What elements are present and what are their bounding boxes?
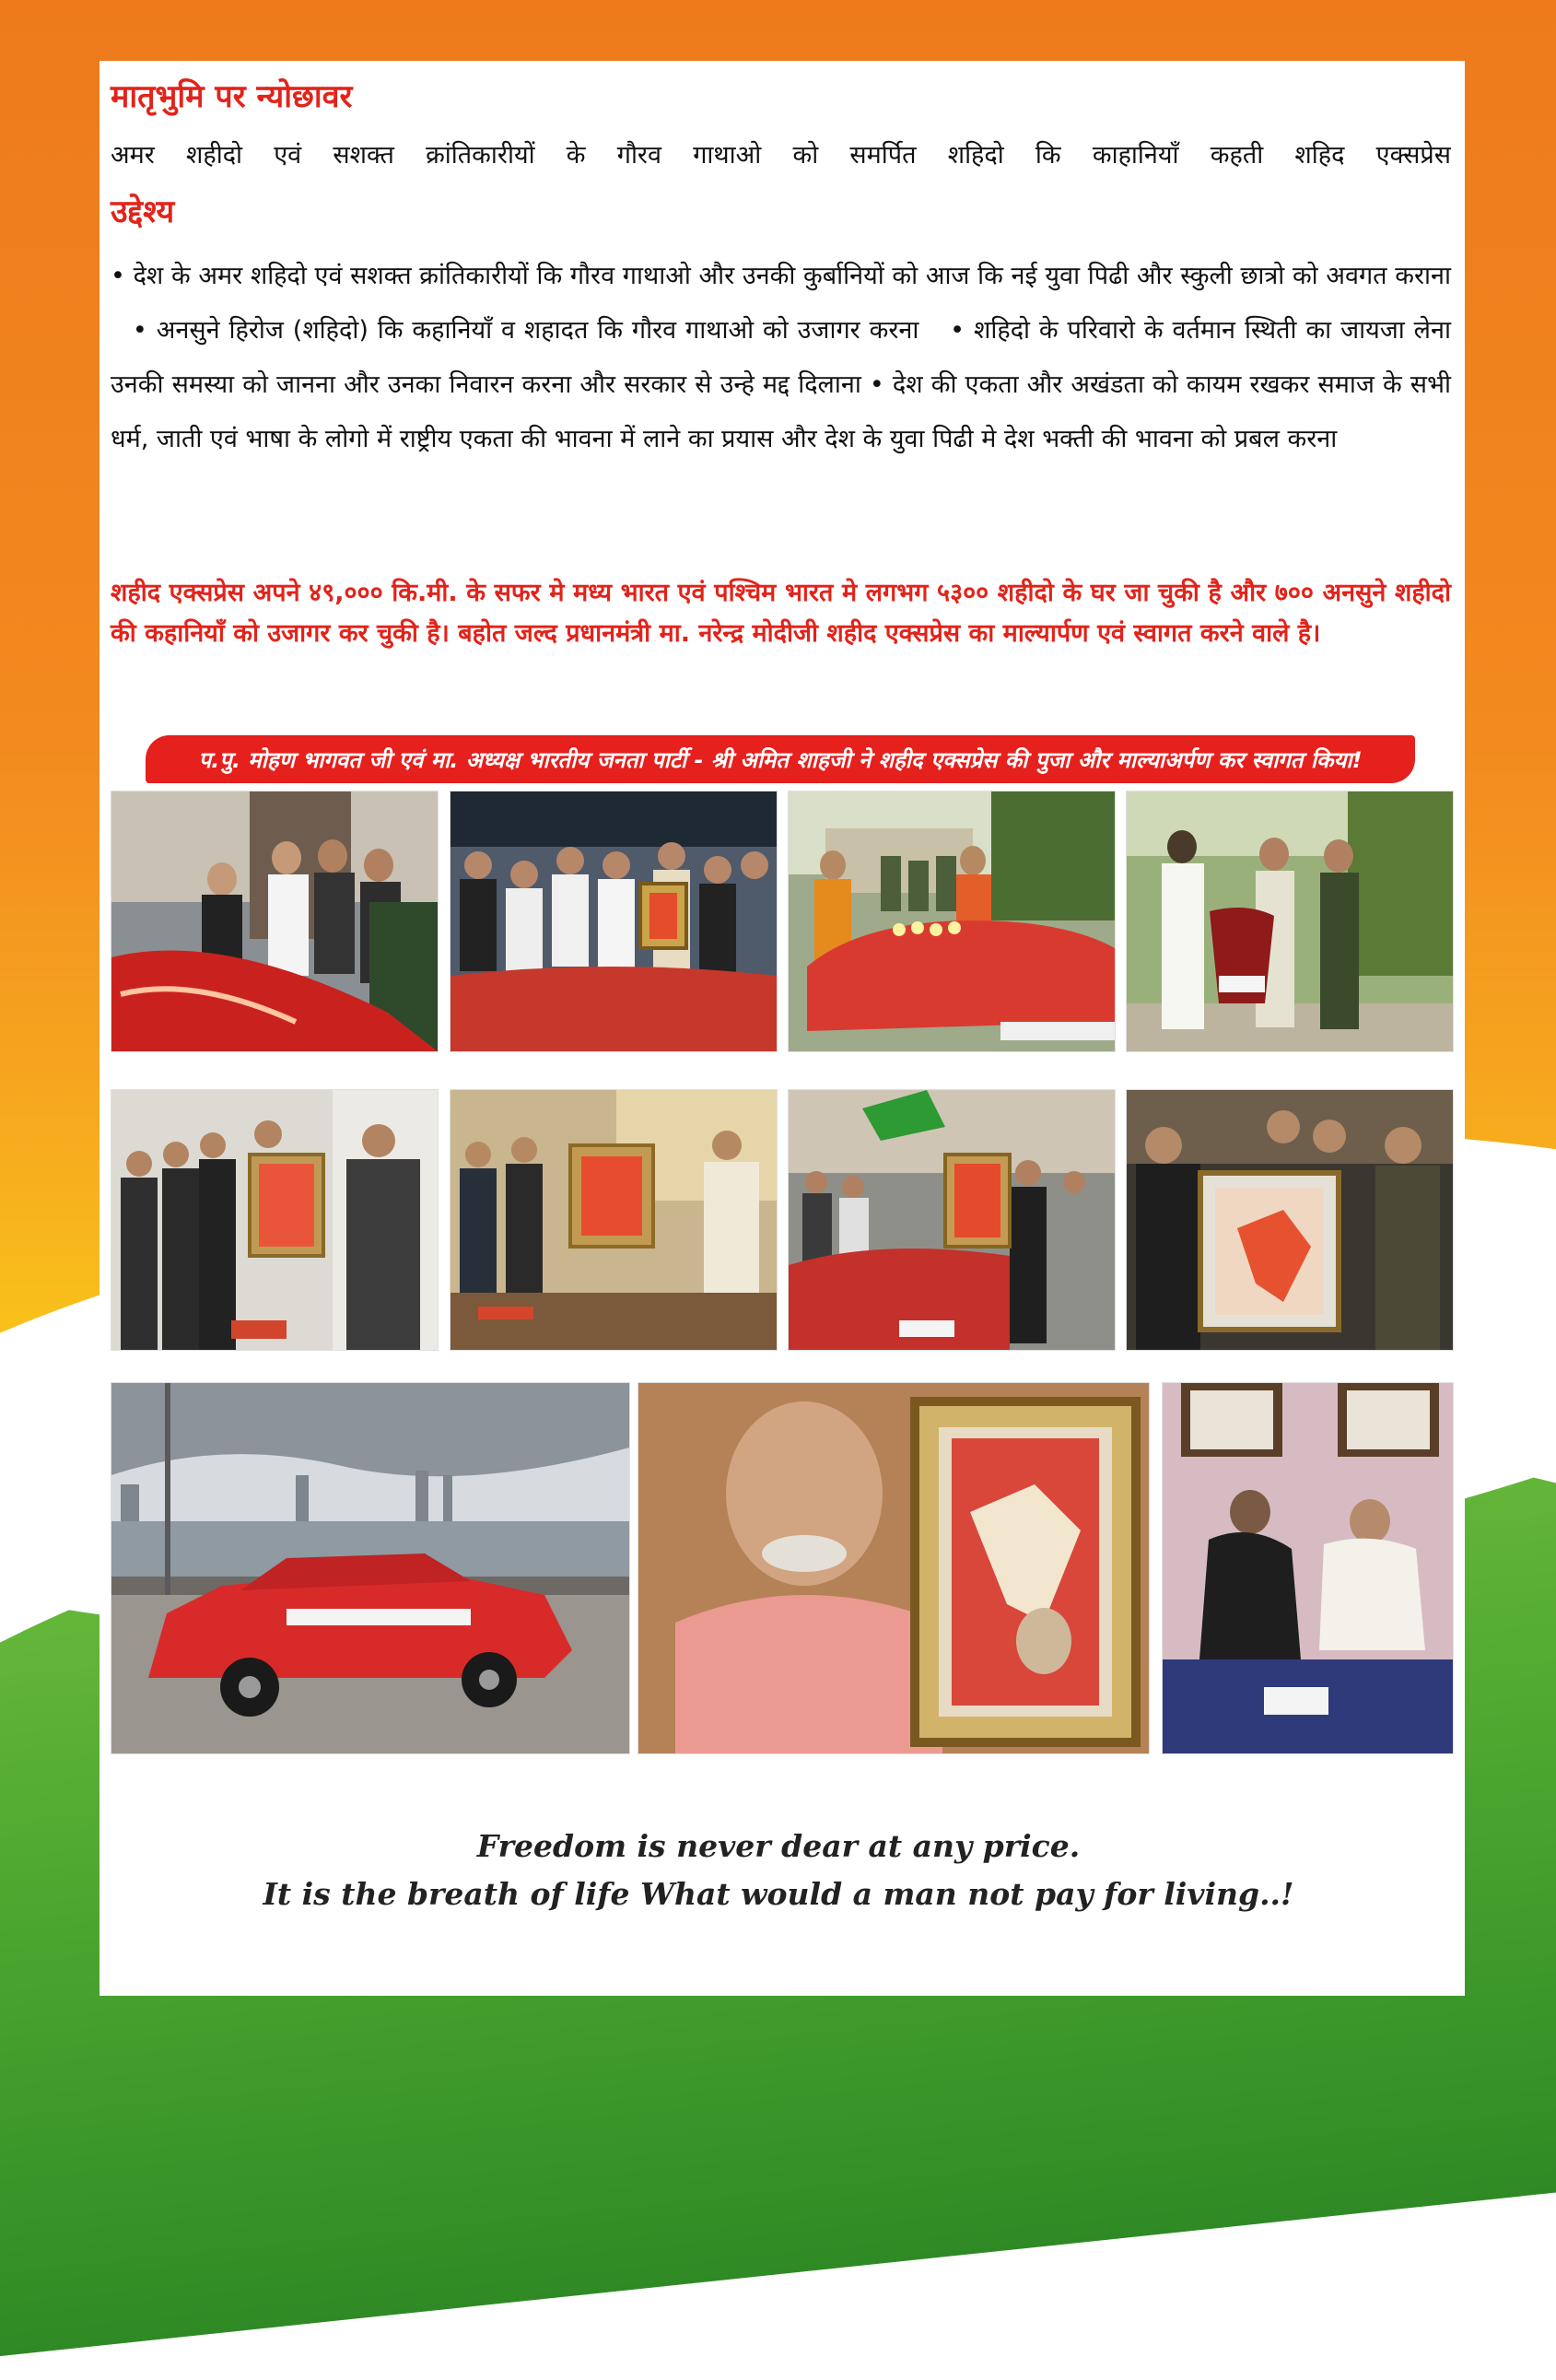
- subtitle: अमर शहीदो एवं सशक्त क्रांतिकारीयों के गौरव गाथाओ को समर्पित शहिदो कि काहानियाँ कहती शहिद एक्सप्रेस: [111, 141, 1451, 170]
- objective-item: • देश के अमर शहिदो एवं सशक्त क्रांतिकारीयों कि गौरव गाथाओ और उनकी कुर्बानियों को आज कि नई युवा पिढी और स्कुली छात्रो को अवगत कराना: [111, 262, 1451, 290]
- heading-objective: उद्देश्य: [111, 193, 175, 230]
- photo-frame-closeup: [638, 1382, 1150, 1754]
- photo-banner: प.पु. मोहण भागवत जी एवं मा. अध्यक्ष भारतीय जनता पार्टी - श्री अमित शाहजी ने शहीद एक्सप्रेस की पुजा और माल्याअर्पण कर स्वागत किया!: [146, 735, 1415, 783]
- quote-line-1: Freedom is never dear at any price.: [476, 1828, 1081, 1864]
- photo-welcome-car-1: [111, 791, 439, 1052]
- heading-dedication: मातृभुमि पर न्योछावर: [111, 78, 353, 115]
- photo-car-puja: [788, 791, 1116, 1052]
- photo-frame-presentation-2: [1126, 1089, 1454, 1351]
- objective-item: • अनसुने हिरोज (शहिदो) कि कहानियाँ व शहादत कि गौरव गाथाओ को उजागर करना: [132, 316, 919, 345]
- objective-item: • देश की एकता और अखंडता को कायम रखकर समाज के सभी धर्म, जाती एवं भाषा के लोगो में राष्ट्रीय एकता की भावना में लाने का प्रयास और देश के युवा पिढी मे देश भक्ती की भावना को प्रबल करना: [111, 370, 1452, 453]
- photo-frame-presentation-1: [111, 1089, 439, 1351]
- photo-street-rally: [788, 1089, 1116, 1351]
- photo-office-presentation: [450, 1089, 778, 1351]
- photo-group-frame-1: [450, 791, 778, 1052]
- photo-car-seafront: [111, 1382, 630, 1754]
- objectives-paragraph: [111, 249, 1451, 466]
- objective-item: • शहिदो के परिवारो के वर्तमान स्थिती का जायजा लेना उनकी समस्या को जानना और उनका निवारन करना और सरकार से उन्हे मद्द दिलाना: [111, 316, 1451, 399]
- highlight-paragraph: शहीद एक्सप्रेस अपने ४९,००० कि.मी. के सफर मे मध्य भारत एवं पश्चिम भारत मे लगभग ५३०० शहीदो के घर जा चुकी है और ७०० अनसुने शहीदो की कहानियाँ को उजागर कर चुकी है। बहोत जल्द प्रधानमंत्री मा. नरेन्द्र मोदीजी शहीद एक्सप्रेस का माल्यार्पण एवं स्वागत करने वाले है।: [111, 579, 1451, 648]
- photo-seated-meeting: [1162, 1382, 1454, 1754]
- quote-line-2: It is the breath of life What would a man not pay for living..!: [263, 1876, 1294, 1912]
- photo-garden-meeting: [1126, 791, 1454, 1052]
